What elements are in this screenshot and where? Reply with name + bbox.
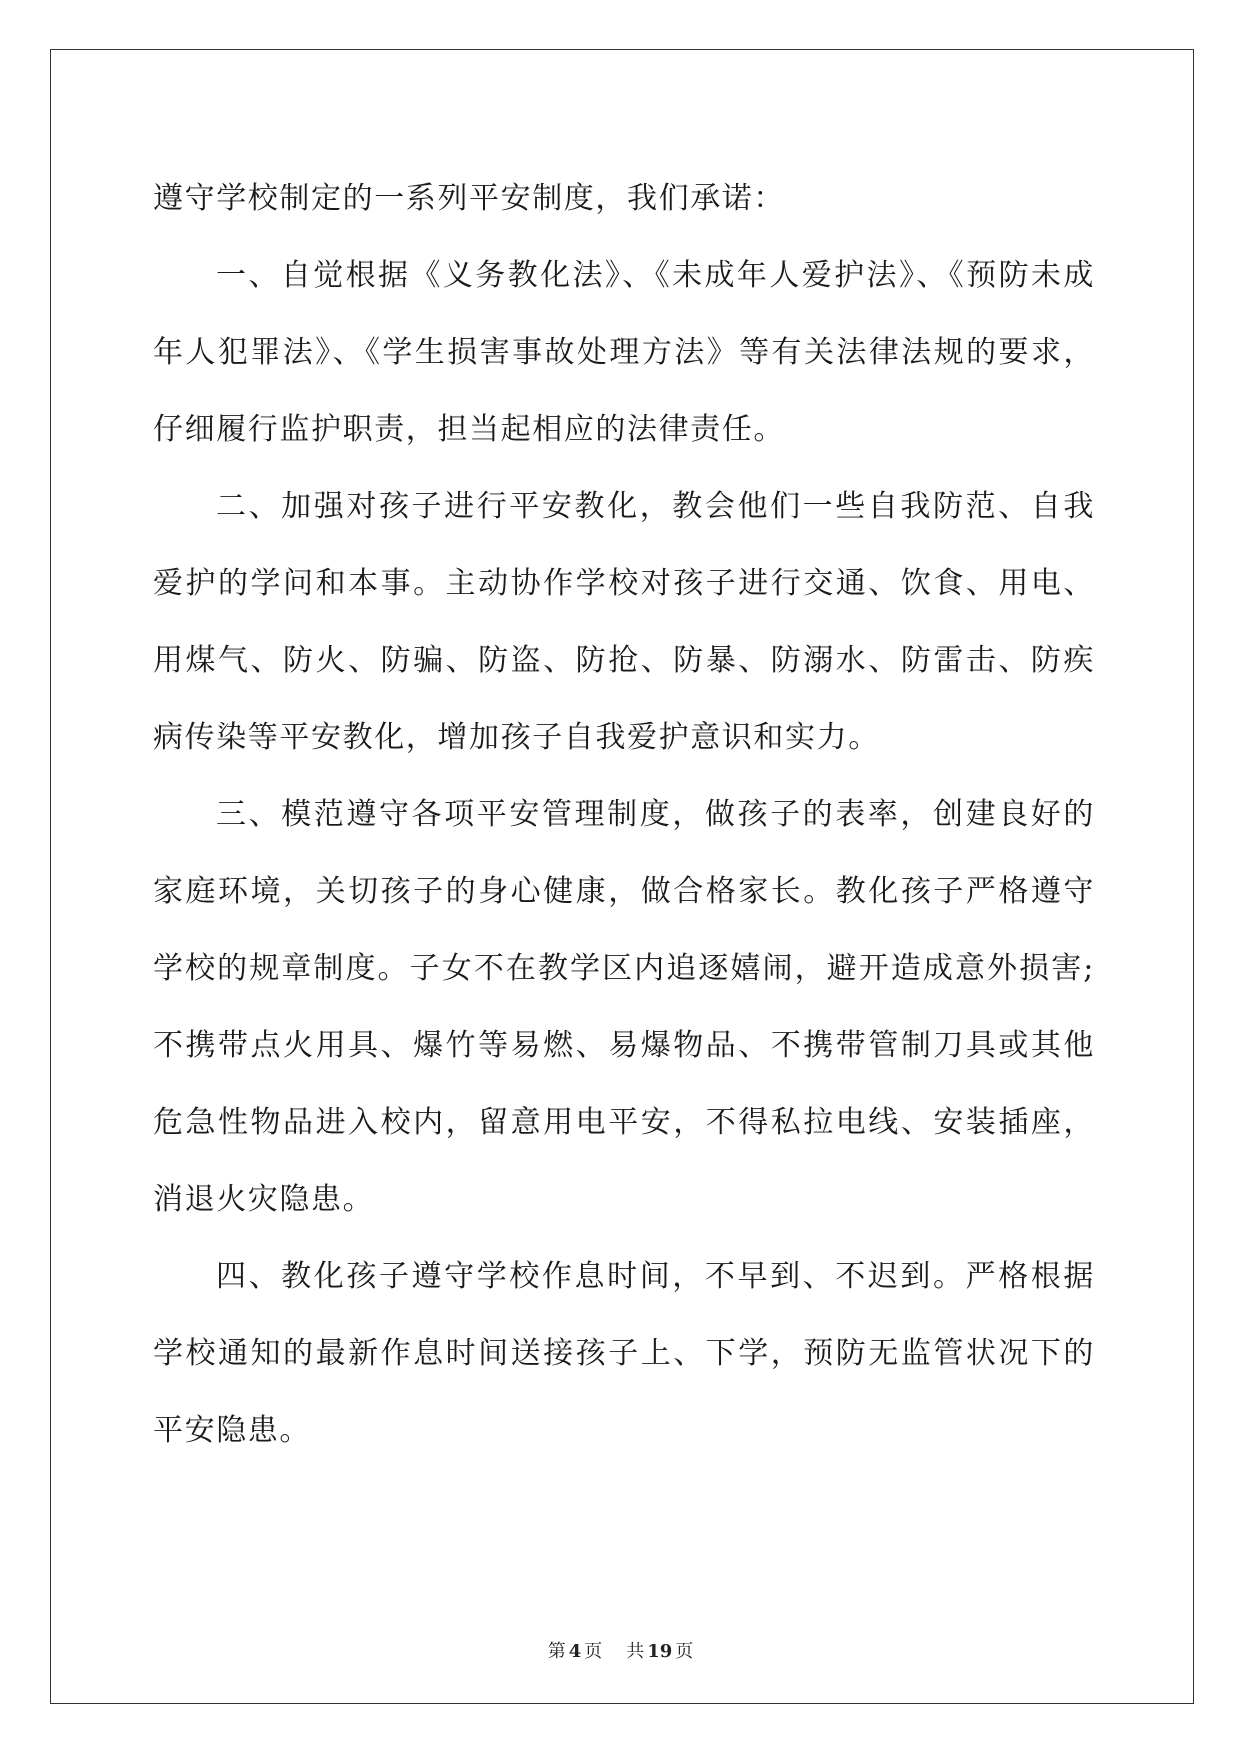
document-body — [153, 166, 1095, 1469]
page-suffix: 页 — [584, 1641, 603, 1662]
paragraph-item-4: 四、教化孩子遵守学校作息时间，不早到、不迟到。严格根据学校通知的最新作息时间送接孩子上、下学，预防无监管状况下的平安隐患。 — [153, 1259, 1095, 1448]
paragraph-item-2: 二、加强对孩子进行平安教化，教会他们一些自我防范、自我爱护的学问和本事。主动协作学校对孩子进行交通、饮食、用电、用煤气、防火、防骗、防盗、防抢、防暴、防溺水、防雷击、防疾病传染等平安教化，增加孩子自我爱护意识和实力。 — [153, 489, 1095, 755]
paragraph-intro: 遵守学校制定的一系列平安制度，我们承诺： — [153, 181, 785, 216]
page-footer — [0, 1640, 1241, 1664]
paragraph-item-1: 一、自觉根据《义务教化法》、《未成年人爱护法》、《预防未成年人犯罪法》、《学生损害事故处理方法》等有关法律法规的要求，仔细履行监护职责，担当起相应的法律责任。 — [153, 258, 1095, 447]
total-prefix: 共 — [626, 1641, 645, 1662]
page-prefix: 第 — [547, 1641, 566, 1662]
paragraph-item-3: 三、模范遵守各项平安管理制度，做孩子的表率，创建良好的家庭环境，关切孩子的身心健康，做合格家长。教化孩子严格遵守学校的规章制度。子女不在教学区内追逐嬉闹，避开造成意外损害;不携带点火用具、爆竹等易燃、易爆物品、不携带管制刀具或其他危急性物品进入校内，留意用电平安，不得私拉电线、安装插座，消退火灾隐患。 — [153, 797, 1095, 1217]
total-suffix: 页 — [675, 1641, 694, 1662]
total-pages: 19 — [647, 1641, 673, 1662]
page-number: 4 — [568, 1641, 582, 1662]
